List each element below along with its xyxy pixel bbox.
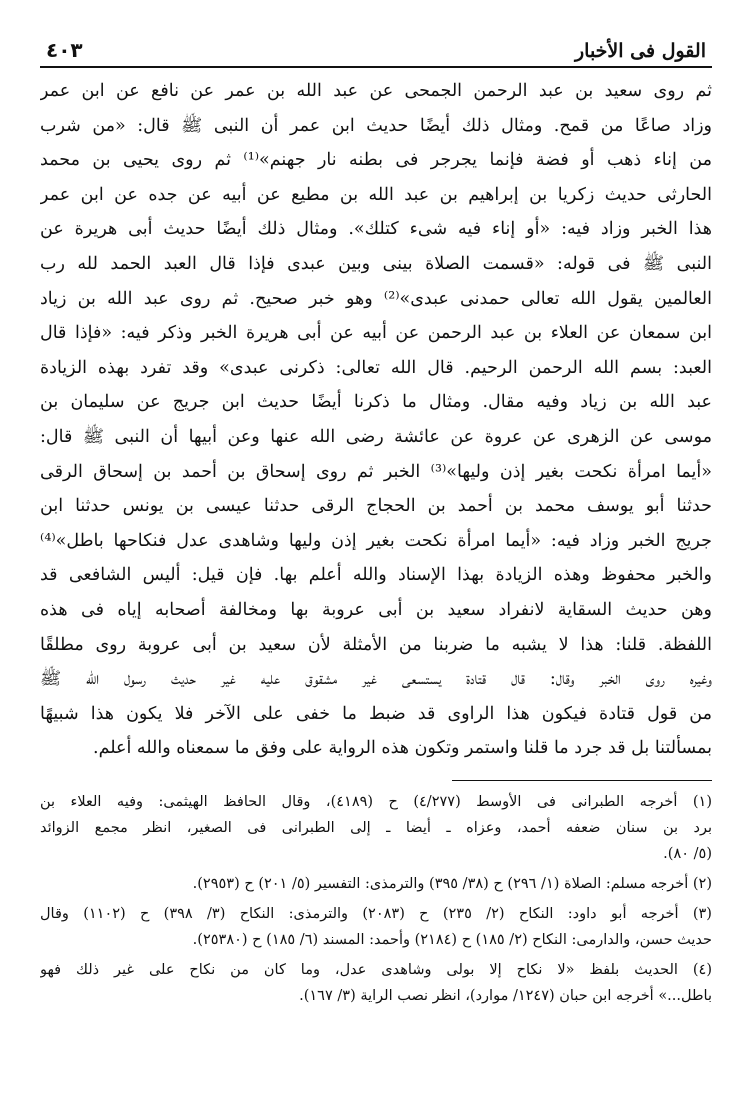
footnote-line: (٢) أخرجه مسلم: الصلاة (١/ ٢٩٦) ح (٣٨/ ٣٩٥) والترمذى: التفسير (٥/ ٢٠١) ح (٢٩٥٣).	[192, 875, 712, 892]
page-header	[40, 38, 712, 66]
footnote-4	[40, 957, 712, 1009]
text-line: اللفظة. قلنا: هذا لا يشبه ما ضربنا من الأمثلة لأن سعيد بن أبى عروبة روى مطلقًا	[40, 634, 712, 655]
text-line: العالمين يقول الله تعالى حمدنى عبدى»⁽²⁾ وهو خبر صحيح. ثم روى عبد الله بن زياد	[40, 288, 712, 309]
text-line: الحارثى حديث زكريا بن إبراهيم بن عبد الله بن مطيع عن أبيه عن جده عن ابن عمر	[40, 184, 712, 205]
text-line: من إناء ذهب أو فضة فإنما يجرجر فى بطنه نار جهنم»⁽¹⁾ ثم روى يحيى بن محمد	[40, 150, 712, 171]
footnotes	[40, 789, 712, 1009]
text-line: ثم روى سعيد بن عبد الرحمن الجمحى عن عبد الله بن عمر عن نافع عن ابن عمر	[40, 81, 712, 101]
text-line: من قول قتادة فيكون هذا الراوى قد ضبط ما خفى على الآخر فلا يكون هذا شبيهًا	[40, 703, 712, 724]
footnote-separator	[452, 780, 712, 781]
text-line: عبد الله بن زياد وفيه مقال. ومثال ما ذكرنا أيضًا حديث ابن جريج عن سليمان بن	[40, 392, 712, 413]
text-line: جريج الخبر وزاد فيه: «أيما امرأة نكحت بغير إذن وليها وشاهدى عدل فنكاحها باطل»⁽⁴⁾	[40, 530, 712, 551]
text-line: حدثنا أبو يوسف محمد بن أحمد بن الحجاج الرقى حدثنا عيسى بن يونس حدثنا ابن	[40, 496, 712, 517]
book-page	[40, 38, 712, 1074]
footnote-line: (٥/ ٨٠).	[663, 845, 712, 862]
page-number: ٤٠٣	[46, 38, 83, 62]
footnote-2	[40, 871, 712, 897]
text-line: النبى ﷺ فى قوله: «قسمت الصلاة بينى وبين عبدى فإذا قال العبد الحمد لله رب	[40, 253, 712, 274]
text-line: بمسألتنا بل قد جرد ما قلنا واستمر وتكون هذه الرواية على وفق ما سمعناه والله أعلم.	[93, 738, 712, 759]
text-line: هذا الخبر وزاد فيه: «أو إناء فيه شىء كتلك». ومثال ذلك أيضًا حديث أبى هريرة عن	[40, 219, 712, 240]
footnote-3	[40, 901, 712, 953]
footnote-line: (٣) أخرجه أبو داود: النكاح (٢/ ٢٣٥) ح (٢٠٨٣) والترمذى: النكاح (٣/ ٣٩٨) ح (١١٠٢) وقال	[40, 905, 712, 922]
footnote-line: (٤) الحديث بلفظ «لا نكاح إلا بولى وشاهدى عدل، وما كان من نكاح على غير ذلك فهو	[40, 961, 712, 978]
main-text	[40, 74, 712, 766]
text-line: وزاد صاعًا من قمح. ومثال ذلك أيضًا حديث ابن عمر أن النبى ﷺ قال: «من شرب	[40, 115, 712, 136]
text-line: موسى عن الزهرى عن عروة عن عائشة رضى الله عنها وعن أبيها أن النبى ﷺ قال:	[40, 426, 712, 447]
footnote-line: (١) أخرجه الطبرانى فى الأوسط (٤/٢٧٧) ح (٤١٨٩)، وقال الحافظ الهيثمى: وفيه العلاء بن	[40, 793, 712, 810]
text-line: «أيما امرأة نكحت بغير إذن وليها»⁽³⁾ الخبر ثم روى إسحاق بن أحمد بن إسحاق الرقى	[40, 461, 712, 482]
footnote-line: حديث حسن، والدارمى: النكاح (٢/ ١٨٥) ح (٢١٨٤) وأحمد: المسند (٦/ ١٨٥) ح (٢٥٣٨٠).	[192, 931, 712, 948]
footnote-line: باطل...» أخرجه ابن حبان (١٢٤٧/ موارد)، انظر نصب الراية (٣/ ١٦٧).	[299, 987, 712, 1004]
footnote-1	[40, 789, 712, 867]
text-line: وغيره روى الخبر وقال: قال قتادة يستسعى غير مشقوق عليه غير حديث رسول الله ﷺ	[40, 669, 712, 690]
running-title: القول فى الأخبار	[574, 40, 706, 62]
text-line: والخبر محفوظ وهذه الزيادة بهذا الإسناد والله أعلم بها. فإن قيل: أليس الشافعى قد	[40, 565, 712, 586]
text-line: ابن سمعان عن العلاء بن عبد الرحمن عن أبيه عن أبى هريرة الخبر وذكر فيه: «فإذا قال	[40, 323, 712, 344]
footnote-line: برد بن سنان ضعفه أحمد، وعزاه ـ أيضا ـ إلى الطبرانى فى الصغير، انظر مجمع الزوائد	[40, 819, 712, 836]
text-line: العبد: بسم الله الرحمن الرحيم. قال الله تعالى: ذكرنى عبدى» وقد تفرد بهذه الزيادة	[40, 357, 712, 378]
text-line: وهن حديث السقاية لانفراد سعيد بن أبى عروبة بها ومخالفة أصحابه إياه فى هذه	[40, 599, 712, 620]
header-rule	[40, 66, 712, 68]
